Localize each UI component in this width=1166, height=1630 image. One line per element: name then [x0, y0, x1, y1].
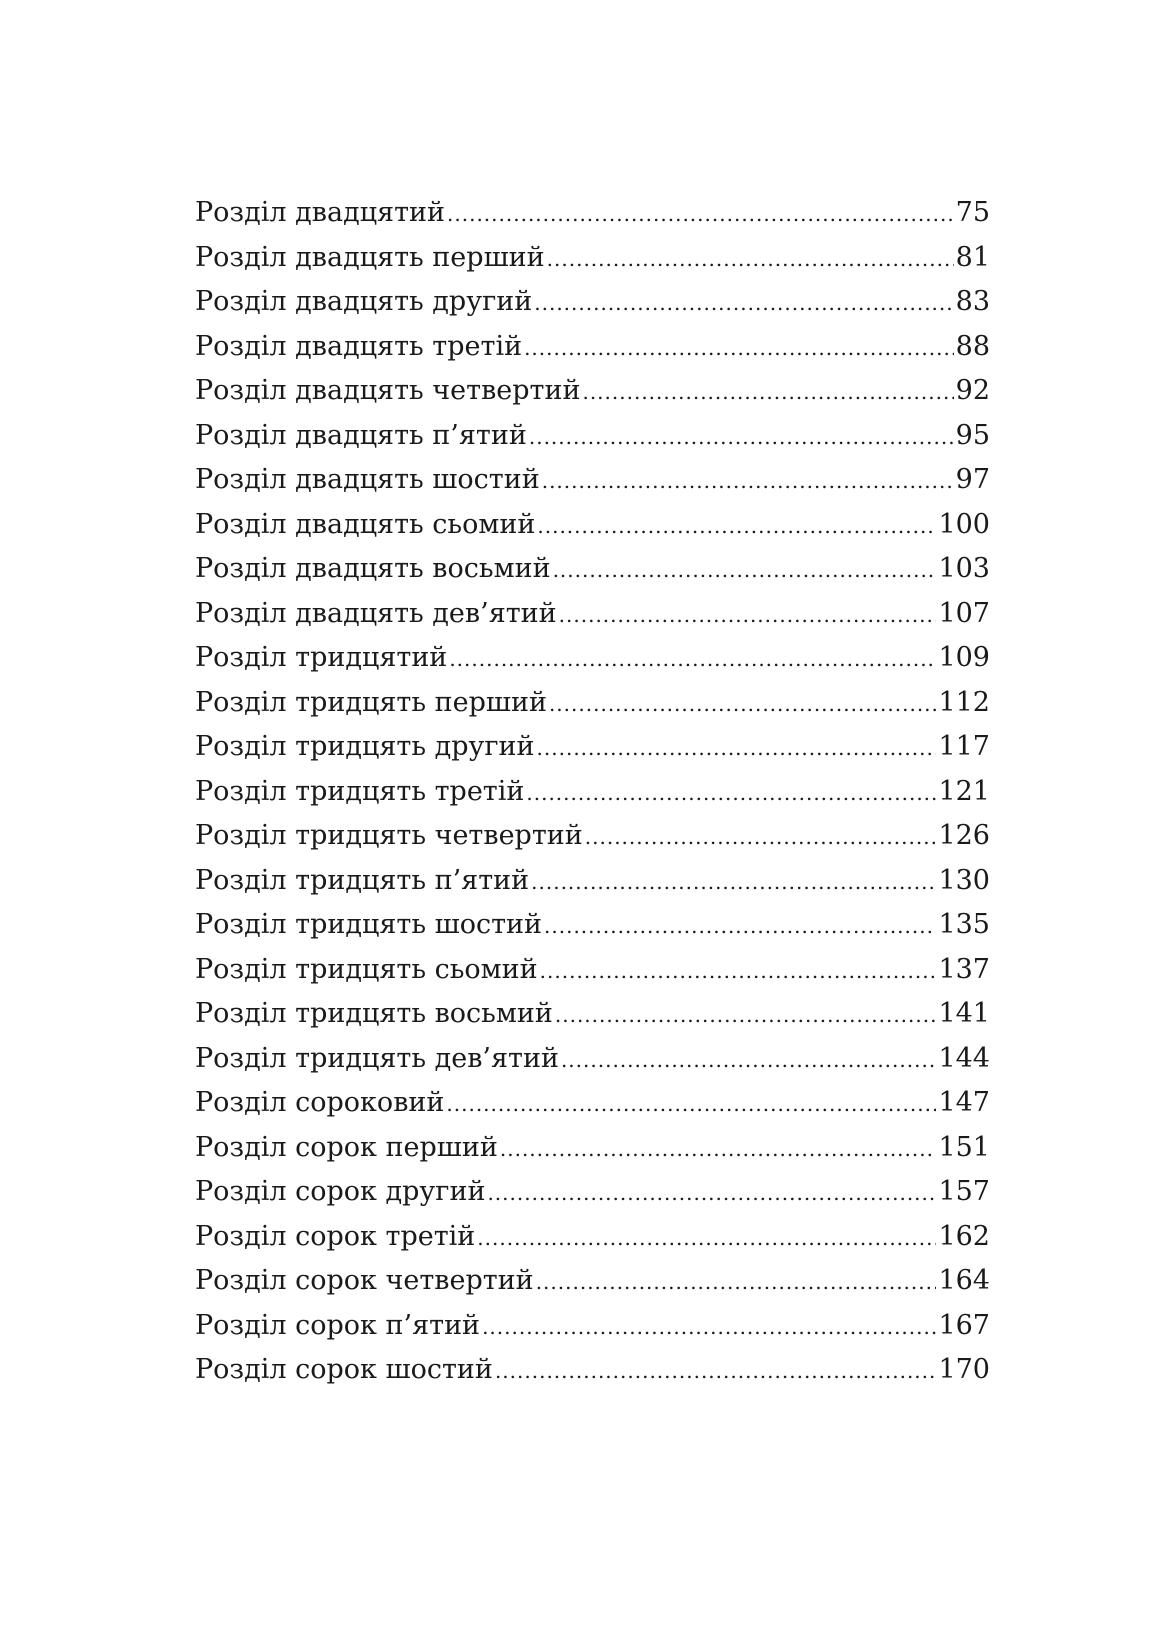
- toc-entry[interactable]: [195, 903, 990, 948]
- toc-entry[interactable]: [195, 458, 990, 503]
- toc-entry-title: Розділ сорок перший: [195, 1131, 498, 1163]
- toc-entry-page: 100: [938, 508, 990, 540]
- toc-dot-leader: [582, 370, 953, 415]
- toc-entry-title: Розділ тридцять восьмий: [195, 998, 553, 1029]
- toc-dot-leader: [553, 548, 937, 593]
- toc-dot-leader: [446, 1082, 936, 1127]
- toc-entry[interactable]: [195, 1259, 990, 1304]
- toc-entry-title: Розділ тридцять третій: [195, 775, 525, 807]
- toc-dot-leader: [549, 682, 937, 727]
- toc-dot-leader: [524, 326, 954, 371]
- toc-dot-leader: [447, 192, 954, 237]
- toc-entry-title: Розділ двадцять четвертий: [195, 375, 581, 406]
- toc-entry[interactable]: [195, 725, 990, 770]
- toc-dot-leader: [487, 1171, 936, 1216]
- toc-dot-leader: [529, 415, 954, 460]
- toc-entry-title: Розділ сорок другий: [195, 1176, 486, 1207]
- toc-dot-leader: [559, 593, 937, 638]
- toc-entry-title: Розділ двадцять сьомий: [195, 508, 536, 540]
- toc-entry-page: 92: [955, 375, 990, 406]
- toc-entry[interactable]: [195, 1126, 990, 1171]
- toc-entry[interactable]: [195, 325, 990, 370]
- toc-entry-page: 121: [938, 775, 990, 807]
- toc-entry-title: Розділ сорок третій: [195, 1220, 476, 1252]
- toc-dot-leader: [526, 771, 936, 816]
- toc-entry-title: Розділ сороковий: [195, 1087, 445, 1118]
- toc-entry-title: Розділ тридцять п’ятий: [195, 864, 530, 896]
- toc-entry-title: Розділ двадцять третій: [195, 330, 523, 362]
- toc-entry-page: 112: [938, 686, 990, 718]
- toc-entry[interactable]: [195, 814, 990, 859]
- toc-dot-leader: [537, 504, 936, 549]
- toc-dot-leader: [495, 1349, 937, 1394]
- toc-entry-page: 103: [938, 553, 990, 584]
- toc-entry-page: 157: [938, 1176, 990, 1207]
- toc-entry[interactable]: [195, 1081, 990, 1126]
- toc-entry-title: Розділ тридцять сьомий: [195, 953, 538, 985]
- toc-dot-leader: [537, 726, 937, 771]
- toc-entry-page: 170: [938, 1354, 990, 1385]
- toc-entry[interactable]: [195, 280, 990, 325]
- toc-dot-leader: [534, 281, 953, 326]
- toc-entry-page: 162: [938, 1220, 990, 1252]
- toc-entry-title: Розділ сорок шостий: [195, 1354, 493, 1385]
- toc-entry[interactable]: [195, 592, 990, 637]
- toc-entry-page: 147: [938, 1087, 990, 1118]
- toc-entry[interactable]: [195, 770, 990, 815]
- toc-entry[interactable]: [195, 1037, 990, 1082]
- toc-dot-leader: [482, 1305, 936, 1350]
- toc-entry-title: Розділ двадцять дев’ятий: [195, 597, 557, 629]
- toc-entry-page: 95: [955, 419, 990, 451]
- toc-entry[interactable]: [195, 1170, 990, 1215]
- toc-entry[interactable]: [195, 859, 990, 904]
- toc-entry[interactable]: [195, 1348, 990, 1393]
- toc-entry-page: 130: [938, 864, 990, 896]
- toc-dot-leader: [544, 904, 936, 949]
- toc-entry-title: Розділ двадцять другий: [195, 286, 533, 317]
- toc-entry-page: 151: [938, 1131, 990, 1163]
- toc-dot-leader: [536, 1260, 937, 1305]
- toc-entry[interactable]: [195, 636, 990, 681]
- toc-entry-page: 107: [938, 597, 990, 629]
- toc-entry-title: Розділ тридцять перший: [195, 686, 547, 718]
- toc-dot-leader: [555, 993, 937, 1038]
- toc-dot-leader: [542, 459, 954, 504]
- toc-entry-title: Розділ двадцятий: [195, 197, 446, 228]
- toc-entry[interactable]: [195, 992, 990, 1037]
- toc-entry[interactable]: [195, 503, 990, 548]
- toc-entry-page: 135: [938, 909, 990, 940]
- toc-entry[interactable]: [195, 414, 990, 459]
- toc-dot-leader: [585, 815, 937, 860]
- toc-entry[interactable]: [195, 948, 990, 993]
- table-of-contents: [195, 191, 990, 1393]
- toc-entry-title: Розділ сорок п’ятий: [195, 1309, 481, 1341]
- toc-entry-page: 144: [938, 1042, 990, 1074]
- toc-entry-page: 126: [938, 820, 990, 851]
- toc-entry-page: 83: [955, 286, 990, 317]
- toc-entry-title: Розділ двадцять п’ятий: [195, 419, 527, 451]
- toc-entry-title: Розділ сорок четвертий: [195, 1265, 534, 1296]
- toc-dot-leader: [531, 860, 936, 905]
- toc-dot-leader: [449, 637, 936, 682]
- toc-entry-page: 137: [938, 953, 990, 985]
- toc-entry[interactable]: [195, 236, 990, 281]
- toc-entry-title: Розділ двадцять восьмий: [195, 553, 551, 584]
- toc-entry-title: Розділ тридцятий: [195, 642, 448, 673]
- toc-entry-page: 81: [955, 241, 990, 273]
- toc-entry-page: 109: [938, 642, 990, 673]
- toc-entry[interactable]: [195, 1215, 990, 1260]
- toc-entry-page: 75: [955, 197, 990, 228]
- toc-entry-title: Розділ тридцять другий: [195, 731, 535, 762]
- toc-entry[interactable]: [195, 681, 990, 726]
- toc-entry[interactable]: [195, 547, 990, 592]
- toc-dot-leader: [547, 237, 954, 282]
- toc-entry-page: 167: [938, 1309, 990, 1341]
- toc-entry-title: Розділ тридцять четвертий: [195, 820, 583, 851]
- toc-entry-title: Розділ двадцять шостий: [195, 464, 540, 495]
- toc-entry[interactable]: [195, 191, 990, 236]
- toc-entry-page: 164: [938, 1265, 990, 1296]
- toc-entry-title: Розділ тридцять шостий: [195, 909, 543, 940]
- toc-entry-page: 117: [938, 731, 990, 762]
- toc-entry-title: Розділ двадцять перший: [195, 241, 545, 273]
- toc-entry-page: 88: [955, 330, 990, 362]
- toc-dot-leader: [477, 1216, 936, 1261]
- toc-dot-leader: [500, 1127, 937, 1172]
- toc-entry-page: 141: [938, 998, 990, 1029]
- toc-entry-title: Розділ тридцять дев’ятий: [195, 1042, 559, 1074]
- toc-entry[interactable]: [195, 369, 990, 414]
- toc-entry-page: 97: [955, 464, 990, 495]
- toc-dot-leader: [561, 1038, 937, 1083]
- toc-dot-leader: [540, 949, 937, 994]
- toc-entry[interactable]: [195, 1304, 990, 1349]
